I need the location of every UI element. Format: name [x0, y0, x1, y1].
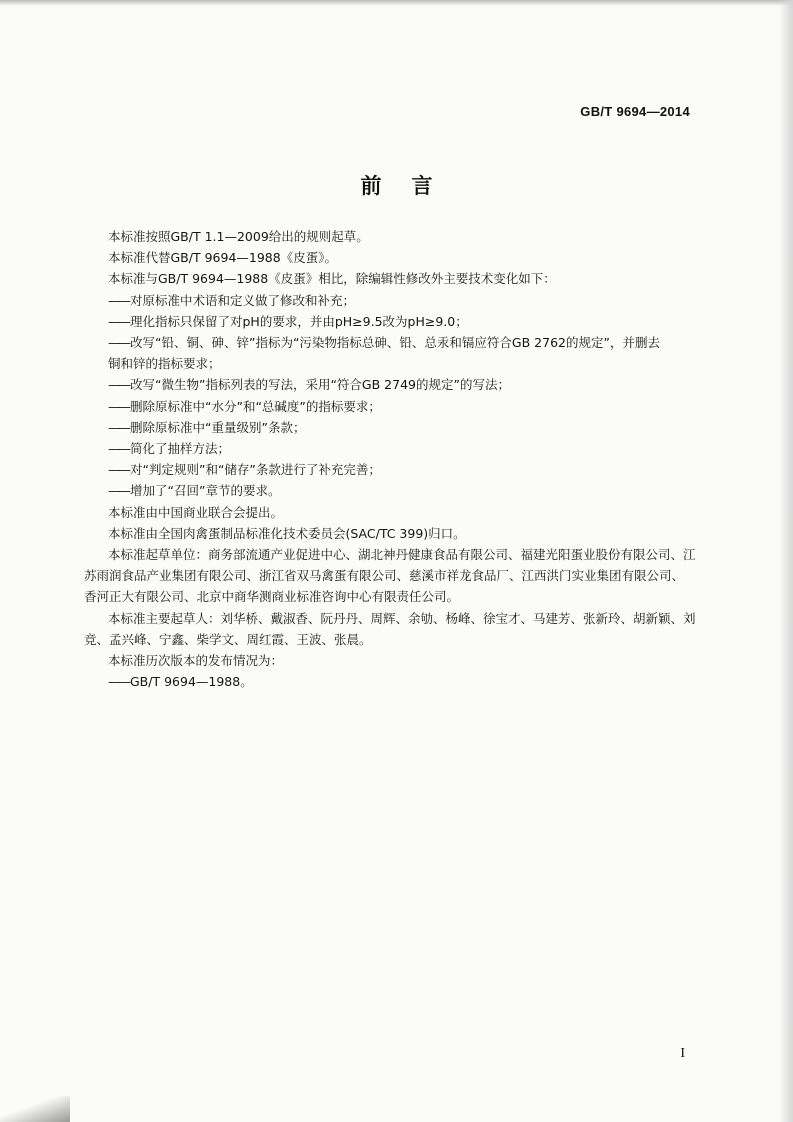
paragraph-drafting-rules: 本标准按照GB/T 1.1—2009给出的规则起草。	[108, 229, 369, 244]
change-item: —— 对原标准中术语和定义做了修改和补充；	[84, 290, 696, 311]
foreword-body	[84, 226, 696, 692]
scan-shadow-right	[779, 0, 793, 1122]
change-item: —— 对“判定规则”和“储存”条款进行了补充完善；	[84, 459, 696, 480]
paragraph-changes-intro: 本标准与GB/T 9694—1988《皮蛋》相比，除编辑性修改外主要技术变化如下：	[108, 271, 556, 287]
change-item: —— 增加了“召回”章节的要求。	[84, 480, 696, 501]
scan-shadow-bottom-left	[0, 1096, 70, 1122]
paragraph-committee: 本标准由全国肉禽蛋制品标准化技术委员会(SAC/TC 399)归口。	[108, 525, 466, 541]
paragraph-history-intro: 本标准历次版本的发布情况为：	[108, 653, 284, 669]
change-item: —— 删除原标准中“水分”和“总碱度”的指标要求；	[84, 396, 696, 417]
history-item: —— GB/T 9694—1988。	[84, 671, 696, 692]
change-item-continuation: 铜和锌的指标要求；	[108, 356, 221, 372]
page-title: 前言	[360, 174, 463, 198]
change-item: —— 简化了抽样方法；	[84, 438, 696, 459]
paragraph-drafting-units: 本标准起草单位：商务部流通产业促进中心、湖北神丹健康食品有限公司、福建光阳蛋业股份有限公司、江苏雨润食品产业集团有限公司、浙江省双马禽蛋有限公司、慈溪市祥龙食品厂、江西洪门实业集团有限公司、香河正大有限公司、北京中商华测商业标准咨询中心有限责任公司。	[84, 547, 696, 605]
paragraph-proposer: 本标准由中国商业联合会提出。	[108, 504, 284, 520]
scan-shadow-top	[0, 0, 793, 6]
change-item: —— 理化指标只保留了对pH的要求，并由pH≥9.5改为pH≥9.0；	[84, 311, 696, 332]
paragraph-replaces: 本标准代替GB/T 9694—1988《皮蛋》。	[108, 250, 337, 266]
change-item: —— 改写“微生物”指标列表的写法，采用“符合GB 2749的规定”的写法；	[84, 374, 696, 395]
page-number: I	[680, 1046, 685, 1061]
standard-number: GB/T 9694—2014	[580, 104, 690, 119]
paragraph-drafters: 本标准主要起草人：刘华桥、戴淑香、阮丹丹、周辉、余劬、杨峰、徐宝才、马建芳、张新玲、胡新颖、刘竞、孟兴峰、宁鑫、柴学文、周红霞、王波、张晨。	[84, 610, 696, 647]
change-item: —— 改写“铅、铜、砷、锌”指标为“污染物指标总砷、铅、总汞和镉应符合GB 2762的规定”，并删去	[84, 332, 696, 353]
change-item: —— 删除原标准中“重量级别”条款；	[84, 417, 696, 438]
